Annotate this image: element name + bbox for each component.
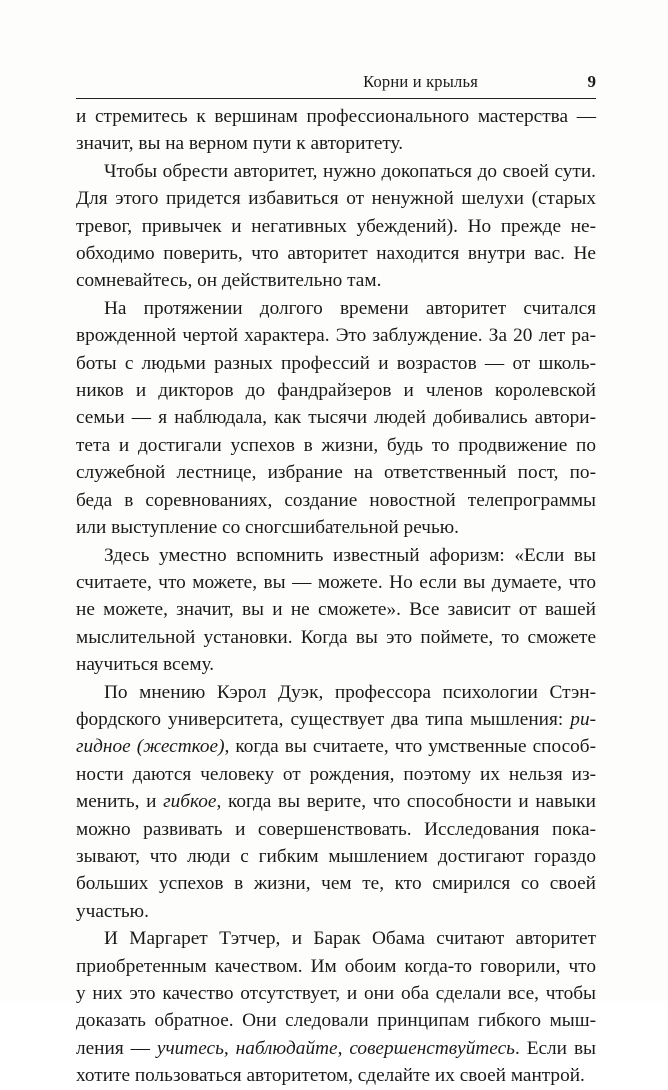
text-run: фордского университета, существует два типа мышления:	[76, 708, 571, 730]
text-line	[76, 870, 596, 897]
text-run: По мнению Кэрол Дуэк, профессора психологии Стэн-	[104, 681, 596, 703]
text-line	[76, 185, 596, 212]
text-run: ления —	[76, 1037, 157, 1059]
text-run: тревог, привычек и негативных убеждений). Но прежде не-	[76, 215, 596, 237]
text-run: хотите пользоваться авторитетом, сделайте их своей мантрой.	[76, 1065, 585, 1087]
text-line	[76, 1035, 596, 1062]
text-line	[76, 898, 596, 925]
italic-text: гидное (жесткое)	[76, 736, 225, 758]
text-line	[76, 432, 596, 459]
text-run: считаете, что можете, вы — можете. Но если вы думаете, что	[76, 571, 596, 593]
text-run: менить, и	[76, 791, 164, 813]
page-number: 9	[587, 72, 596, 91]
text-line	[76, 213, 596, 240]
running-title: Корни и крылья	[363, 72, 478, 91]
running-head	[76, 71, 596, 93]
italic-text: гибкое	[163, 791, 217, 813]
text-run: На протяжении долгого времени авторитет считался	[104, 297, 596, 319]
header-rule	[76, 98, 596, 99]
paragraph	[76, 103, 596, 158]
text-run: или выступление со сногсшибательной речью.	[76, 517, 459, 539]
text-line	[76, 240, 596, 267]
text-run: ников и дикторов до фандрайзеров и членов королевской	[76, 380, 596, 402]
text-line	[76, 788, 596, 815]
text-run: больших успехов в жизни, чем те, кто смирился со своей	[76, 873, 596, 895]
text-line	[76, 459, 596, 486]
text-run: беда в соревнованиях, создание новостной телепрограммы	[76, 489, 596, 511]
body-text	[76, 103, 596, 1090]
text-line	[76, 377, 596, 404]
text-line	[76, 679, 596, 706]
text-line	[76, 953, 596, 980]
text-run: доказать обратное. Они следовали принципам гибкого мыш-	[76, 1010, 596, 1032]
text-line	[76, 596, 596, 623]
text-run: служебной лестнице, избрание на ответственный пост, по-	[76, 462, 596, 484]
text-run: ности даются человеку от рождения, поэтому их нельзя из-	[76, 763, 596, 785]
paragraph	[76, 158, 596, 295]
text-line	[76, 103, 596, 130]
text-run: Чтобы обрести авторитет, нужно докопаться до своей сути.	[104, 160, 596, 182]
text-line	[76, 267, 596, 294]
text-run: , когда вы верите, что способности и навыки	[216, 791, 596, 813]
italic-text: ри-	[570, 708, 596, 730]
text-run: мыслительной установки. Когда вы это поймете, то сможете	[76, 626, 596, 648]
text-run: врожденной чертой характера. Это заблуждение. За 20 лет ра-	[76, 325, 596, 347]
text-run: не можете, значит, вы и не сможете». Все зависит от вашей	[76, 599, 596, 621]
paragraph	[76, 679, 596, 926]
text-run: . Если вы	[514, 1037, 597, 1059]
paragraph	[76, 542, 596, 679]
text-line	[76, 130, 596, 157]
text-run: зывают, что люди с гибким мышлением достигают гораздо	[76, 845, 596, 867]
text-line	[76, 843, 596, 870]
text-line	[76, 487, 596, 514]
text-line	[76, 1007, 596, 1034]
text-run: научиться всему.	[76, 654, 215, 676]
text-line	[76, 158, 596, 185]
italic-text: учитесь, наблюдайте, совершенствуйтесь	[156, 1037, 515, 1059]
text-run: значит, вы на верном пути к авторитету.	[76, 133, 404, 155]
text-line	[76, 980, 596, 1007]
text-run: семьи — я наблюдала, как тысячи людей добивались автори-	[76, 407, 596, 429]
text-line	[76, 404, 596, 431]
text-line	[76, 514, 596, 541]
text-line	[76, 569, 596, 596]
text-run: тета и достигали успехов в жизни, будь то продвижение по	[76, 434, 596, 456]
text-line	[76, 733, 596, 760]
paragraph	[76, 295, 596, 542]
text-line	[76, 624, 596, 651]
text-line	[76, 350, 596, 377]
text-run: у них это качество отсутствует, и они оба сделали все, чтобы	[76, 983, 596, 1004]
text-line	[76, 295, 596, 322]
text-run: Для этого придется избавиться от ненужной шелухи (старых	[76, 188, 596, 210]
text-run: можно развивать и совершенствовать. Исследования пока-	[76, 818, 596, 840]
text-run: , когда вы считаете, что умственные способ-	[224, 736, 597, 758]
text-line	[76, 816, 596, 843]
text-run: участью.	[76, 900, 149, 922]
text-line	[76, 706, 596, 733]
paragraph	[76, 925, 596, 1089]
text-run: Здесь уместно вспомнить известный афоризм: «Если вы	[104, 544, 596, 566]
text-line	[76, 322, 596, 349]
text-run: сомневайтесь, он действительно там.	[76, 270, 382, 292]
text-line	[76, 1062, 596, 1089]
text-run: И Маргарет Тэтчер, и Барак Обама считают авторитет	[104, 928, 596, 950]
text-line	[76, 925, 596, 952]
text-run: и стремитесь к вершинам профессионального мастерства —	[76, 106, 596, 127]
text-run: боты с людьми разных профессий и возрастов — от школь-	[76, 352, 596, 374]
text-line	[76, 651, 596, 678]
text-line	[76, 761, 596, 788]
text-run: приобретенным качеством. Им обоим когда-то говорили, что	[76, 955, 596, 977]
text-line	[76, 542, 596, 569]
text-run: обходимо поверить, что авторитет находится внутри вас. Не	[76, 243, 596, 265]
